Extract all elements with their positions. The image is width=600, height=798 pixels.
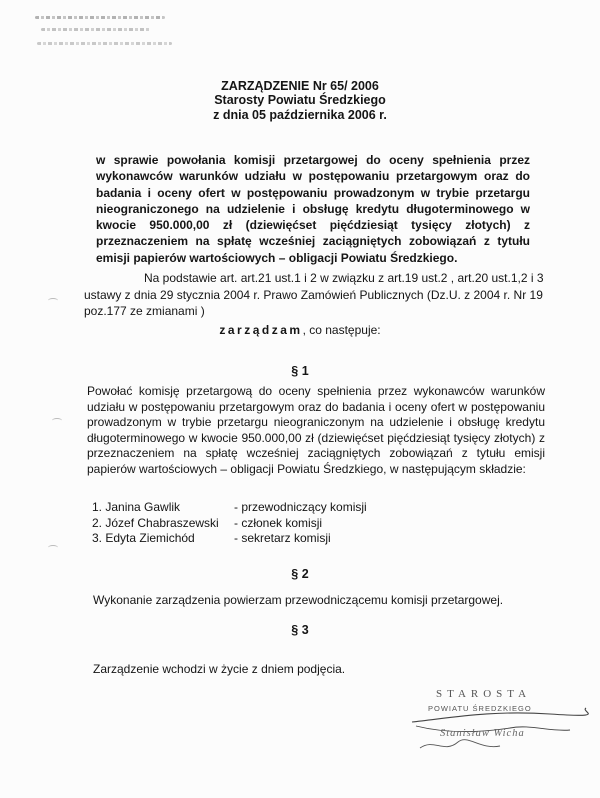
decree-clause (0, 323, 600, 337)
section-3-heading: § 3 (291, 623, 309, 637)
member-name: 3. Edyta Ziemichód (92, 531, 195, 545)
section-2-heading: § 2 (291, 567, 309, 581)
section-1-text: Powołać komisję przetargową do oceny spełnienia przez wykonawców warunków udziału w postępowaniu przetargowym oraz do badania i oceny ofert w postępowaniu prowadzonym w trybie przetargu nieograniczonym na udzielenie i obsługę kredytu długoterminowego w kwocie 950.000,00 zł (dziewięćset pięćdziesiąt tysięcy złotych) z przeznaczeniem na spłatę wcześniej zaciągniętych zobowiązań z tytułu emisji papierów wartościowych – obligacji Powiatu Średzkiego, w następującym składzie: (87, 384, 545, 476)
decree-subject: w sprawie powołania komisji przetargowej do oceny spełnienia przez wykonawców warunków udziału w postępowaniu przetargowym oraz do badania i oceny ofert w postępowaniu prowadzonym w trybie przetargu nieograniczonego na udzielenie i obsługę kredytu długoterminowego w kwocie 950.000,00 zł (dziewięćset pięćdziesiąt tysięcy złotych) z przeznaczeniem na spłatę wcześniej zaciągniętych zobowiązań z tytułu emisji papierów wartościowych – obligacji Powiatu Średzkiego. (96, 153, 530, 265)
member-name: 1. Janina Gawlik (92, 500, 181, 514)
decree-word: zarządzam (219, 323, 303, 337)
list-item (92, 500, 367, 516)
legal-basis (84, 270, 564, 320)
decree-rest: , co następuje: (302, 323, 381, 337)
member-role: - sekretarz komisji (234, 531, 331, 545)
punch-hole-mark (48, 545, 58, 550)
punch-hole-mark (48, 298, 58, 303)
signature-stamp (410, 688, 590, 778)
decree-number: ZARZĄDZENIE Nr 65/ 2006 (221, 79, 379, 93)
signatory-name: Stanisław Wicha (440, 728, 525, 739)
decree-date: z dnia 05 października 2006 r. (213, 108, 387, 122)
legal-basis-text: Na podstawie art. art.21 ust.1 i 2 w związku z art.19 ust.2 , art.20 ust.1,2 i 3 ustawy z dnia 29 stycznia 2004 r. Prawo Zamówień Publicznych (Dz.U. z 2004 r. Nr 19 poz.177 ze zmianami ) (84, 271, 544, 318)
stamp-office: POWIATU ŚREDZKIEGO (428, 704, 532, 713)
list-item (92, 531, 367, 547)
decree-issuer: Starosty Powiatu Średzkiego (214, 93, 386, 107)
section-3-text: Zarządzenie wchodzi w życie z dniem podjęcia. (93, 662, 346, 676)
top-left-stamp (35, 12, 175, 54)
punch-hole-mark (52, 418, 62, 423)
committee-members-list (92, 500, 367, 547)
section-2-text: Wykonanie zarządzenia powierzam przewodniczącemu komisji przetargowej. (93, 593, 504, 607)
stamp-title: STAROSTA (436, 688, 532, 700)
section-1-heading: § 1 (291, 364, 309, 378)
member-role: - przewodniczący komisji (234, 500, 367, 514)
list-item (92, 516, 367, 532)
member-name: 2. Józef Chabraszewski (92, 515, 219, 530)
member-role: - członek komisji (234, 515, 323, 530)
